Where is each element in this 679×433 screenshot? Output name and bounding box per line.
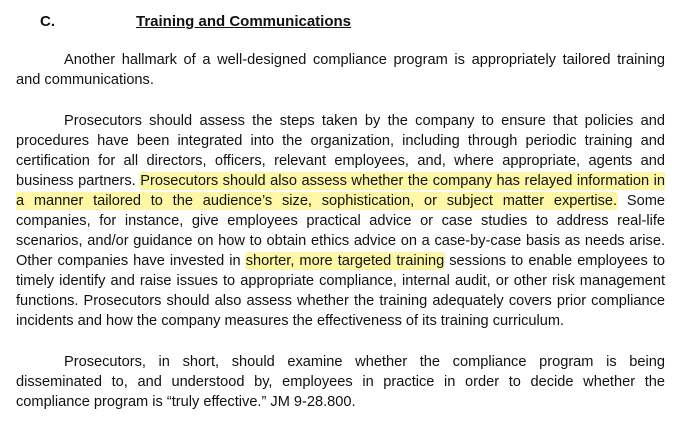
paragraph-intro: Another hallmark of a well-designed compliance program is appropriately tailored training and communications. bbox=[16, 52, 665, 88]
section-heading bbox=[16, 12, 665, 32]
section-number: C. bbox=[40, 13, 55, 30]
section-title: Training and Communications bbox=[136, 13, 352, 30]
paragraph-assessment bbox=[16, 111, 665, 331]
paragraph-text: Some companies, for instance, give employees practical advice or case studies to address real-life scenarios, and/or guidance on how to obtain ethics advice on a case-by-case basis as needs arise. Other companies have invested in bbox=[16, 193, 665, 269]
paragraph-conclusion: Prosecutors, in short, should examine whether the compliance program is being disseminated to, and understood by, employees in practice in order to decide whether the compliance program is “truly effective.” JM 9-28.800. bbox=[16, 354, 665, 410]
highlighted-text: shorter, more targeted training bbox=[245, 253, 445, 269]
highlighted-text: Prosecutors should also assess whether the company has relayed information in a manner tailored to the audience’s size, sophistication, or subject matter expertise. bbox=[16, 173, 665, 209]
paragraph-text: Prosecutors should assess the steps taken by the company to ensure that policies and procedures have been integrated into the organization, including through periodic training and certification for all directors, officers, relevant employees, and, where appropriate, agents and business partners. bbox=[16, 113, 665, 189]
document-page bbox=[16, 12, 665, 433]
paragraph-text: sessions to enable employees to timely identify and raise issues to appropriate compliance, internal audit, or other risk management functions. Prosecutors should also assess whether the training adequately covers prior compliance incidents and how the company measures the effectiveness of its training curriculum. bbox=[16, 253, 665, 329]
